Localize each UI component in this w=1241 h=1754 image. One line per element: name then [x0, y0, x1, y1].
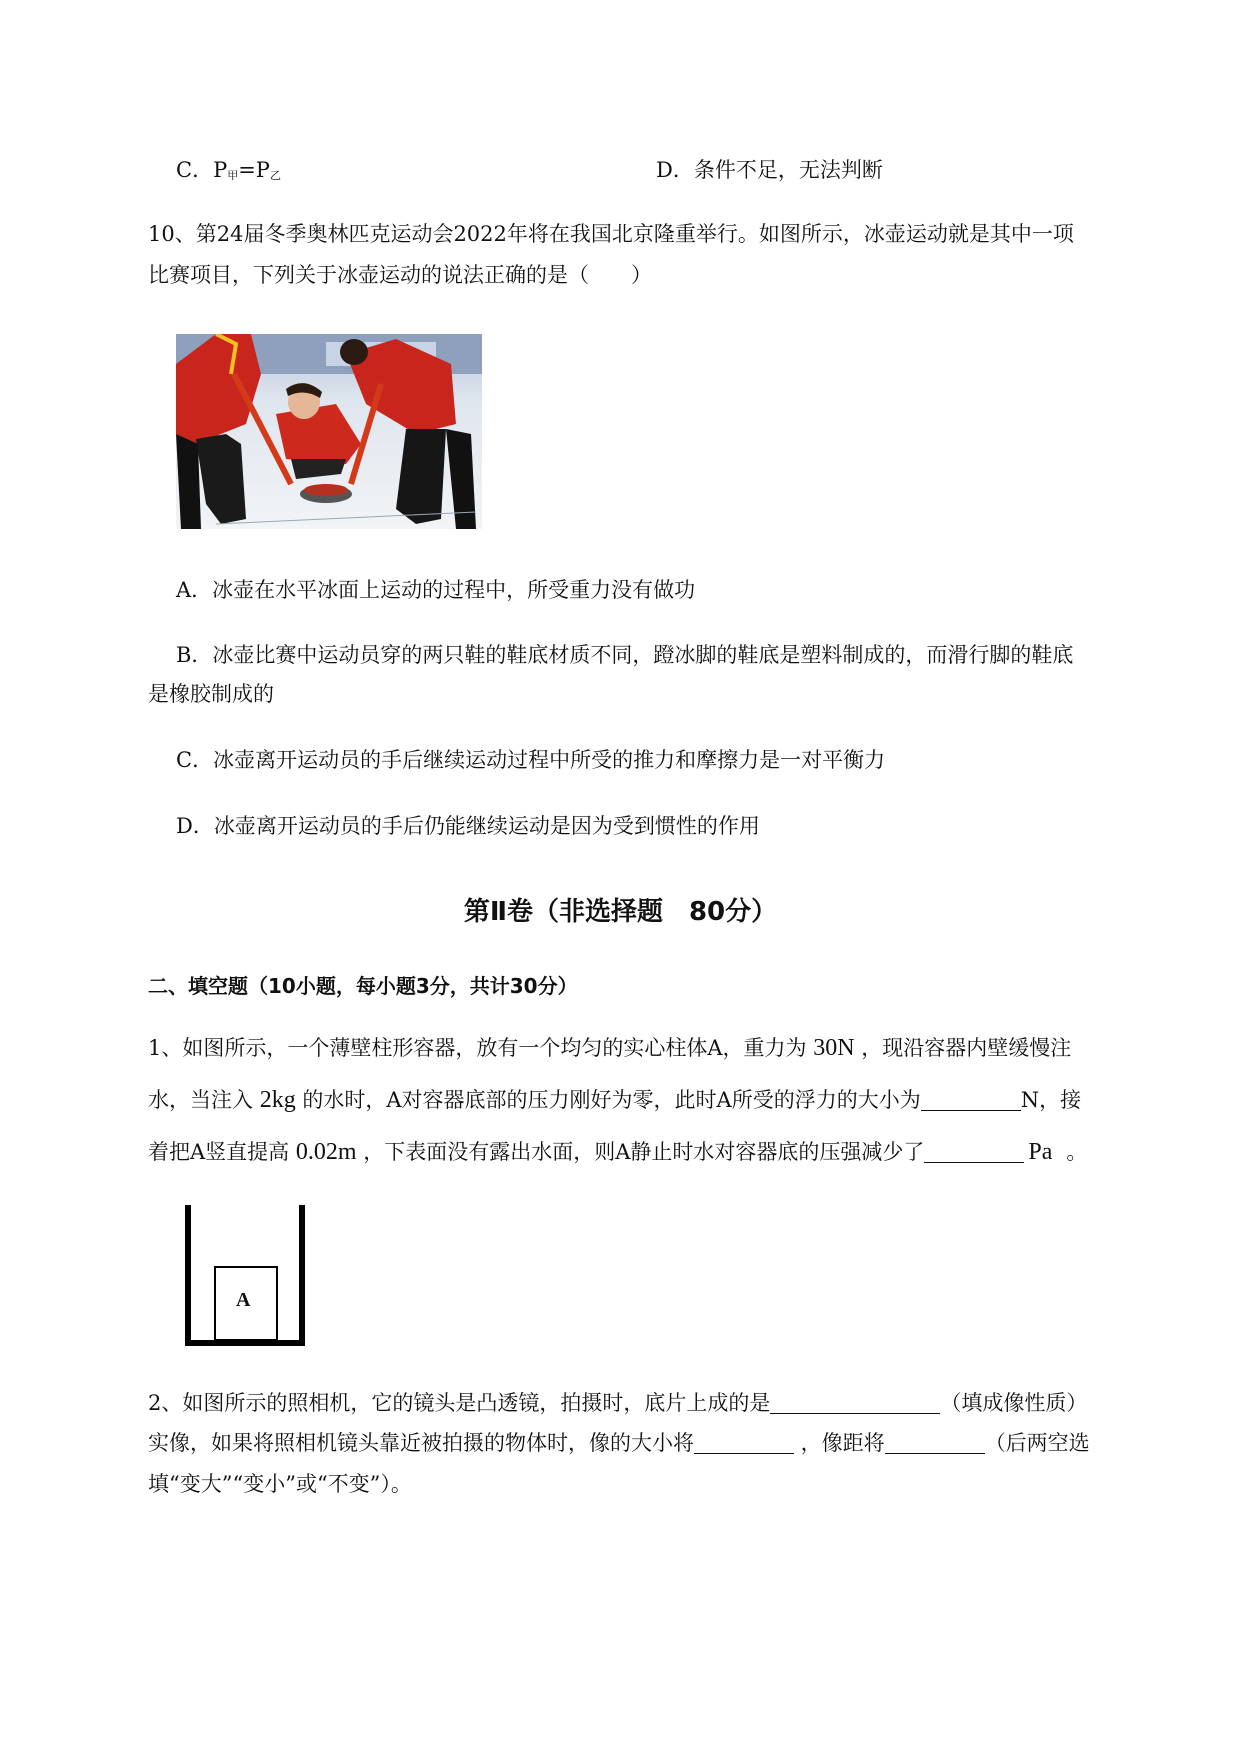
cylinder-label-a: A: [236, 1289, 251, 1311]
q10-option-d: D．冰壶离开运动员的手后仍能继续运动是因为受到惯性的作用: [176, 814, 760, 838]
q10-option-b-line2: 是橡胶制成的: [148, 682, 274, 706]
option-c-eq: =P: [238, 158, 270, 182]
answer-blank-buoyancy[interactable]: [921, 1088, 1021, 1111]
q9-option-d: D．条件不足，无法判断: [656, 158, 883, 182]
subscript-jia: 甲: [227, 169, 239, 182]
option-c-label: C．P: [176, 158, 228, 182]
q10-option-b-line1: B．冰壶比赛中运动员穿的两只鞋的鞋底材质不同，蹬冰脚的鞋底是塑料制成的，而滑行脚的鞋底: [176, 643, 1074, 667]
fill1-line1: [148, 1033, 1071, 1063]
fill2-line3: 填“变大”“变小”或“不变”）。: [148, 1472, 412, 1496]
fill2-text: ，像距将: [794, 1431, 885, 1455]
fill2-text: （填成像性质）: [940, 1391, 1088, 1415]
fill1-text: 。: [1066, 1140, 1088, 1164]
fill1-text: 1、如图所示，一个薄壁柱形容器，放有一个均匀的实心柱体A，重力为: [148, 1036, 814, 1060]
fill1-text: N，接: [1020, 1088, 1082, 1112]
q10-option-c: C．冰壶离开运动员的手后继续运动过程中所受的推力和摩擦力是一对平衡力: [176, 748, 886, 772]
fill1-lift-height: 0.02m: [295, 1139, 357, 1165]
fill1-text: ，下表面没有露出水面，则A静止时水对容器底的压强减少了: [356, 1140, 925, 1164]
subscript-yi: 乙: [269, 169, 281, 182]
q10-option-a: A．冰壶在水平冰面上运动的过程中，所受重力没有做功: [176, 578, 696, 602]
fill1-text: 的水时，A对容器底部的压力刚好为零，此时A所受的浮力的大小为: [295, 1088, 921, 1112]
fill2-text: 实像，如果将照相机镜头靠近被拍摄的物体时，像的大小将: [148, 1431, 694, 1455]
fill1-line3: [148, 1137, 1087, 1167]
answer-blank-image-size[interactable]: [694, 1431, 794, 1454]
q10-stem-line1: 10、第24届冬季奥林匹克运动会2022年将在我国北京隆重举行。如图所示，冰壶运动就是其中一项: [148, 222, 1074, 246]
fill1-weight-value: 30N: [813, 1035, 855, 1061]
fill2-line1: [148, 1388, 1087, 1418]
curling-photo: [176, 334, 482, 529]
fill2-line2: [148, 1428, 1090, 1458]
fill1-text: 着把A竖直提高: [148, 1140, 296, 1164]
fill1-text: ，现沿容器内壁缓慢注: [854, 1036, 1072, 1060]
answer-blank-pressure[interactable]: [924, 1140, 1024, 1163]
q9-option-c: [176, 155, 281, 191]
pressure-unit: Pa: [1028, 1139, 1053, 1165]
fill1-text: 水，当注入: [148, 1088, 260, 1112]
q10-stem-line2: 比赛项目，下列关于冰壶运动的说法正确的是（ ）: [148, 263, 652, 287]
fill1-water-mass: 2kg: [259, 1087, 296, 1113]
answer-blank-image-nature[interactable]: [770, 1391, 940, 1414]
answer-blank-image-distance[interactable]: [885, 1431, 985, 1454]
section-2-title: 第Ⅱ卷（非选择题 80分）: [463, 897, 778, 927]
fill-in-part-title: 二、填空题（10小题，每小题3分，共计30分）: [148, 974, 578, 998]
fill2-text: 2、如图所示的照相机，它的镜头是凸透镜，拍摄时，底片上成的是: [148, 1391, 771, 1415]
container-diagram: [180, 1205, 315, 1350]
fill2-text: （后两空选: [984, 1431, 1090, 1455]
fill1-line2: [148, 1085, 1081, 1115]
